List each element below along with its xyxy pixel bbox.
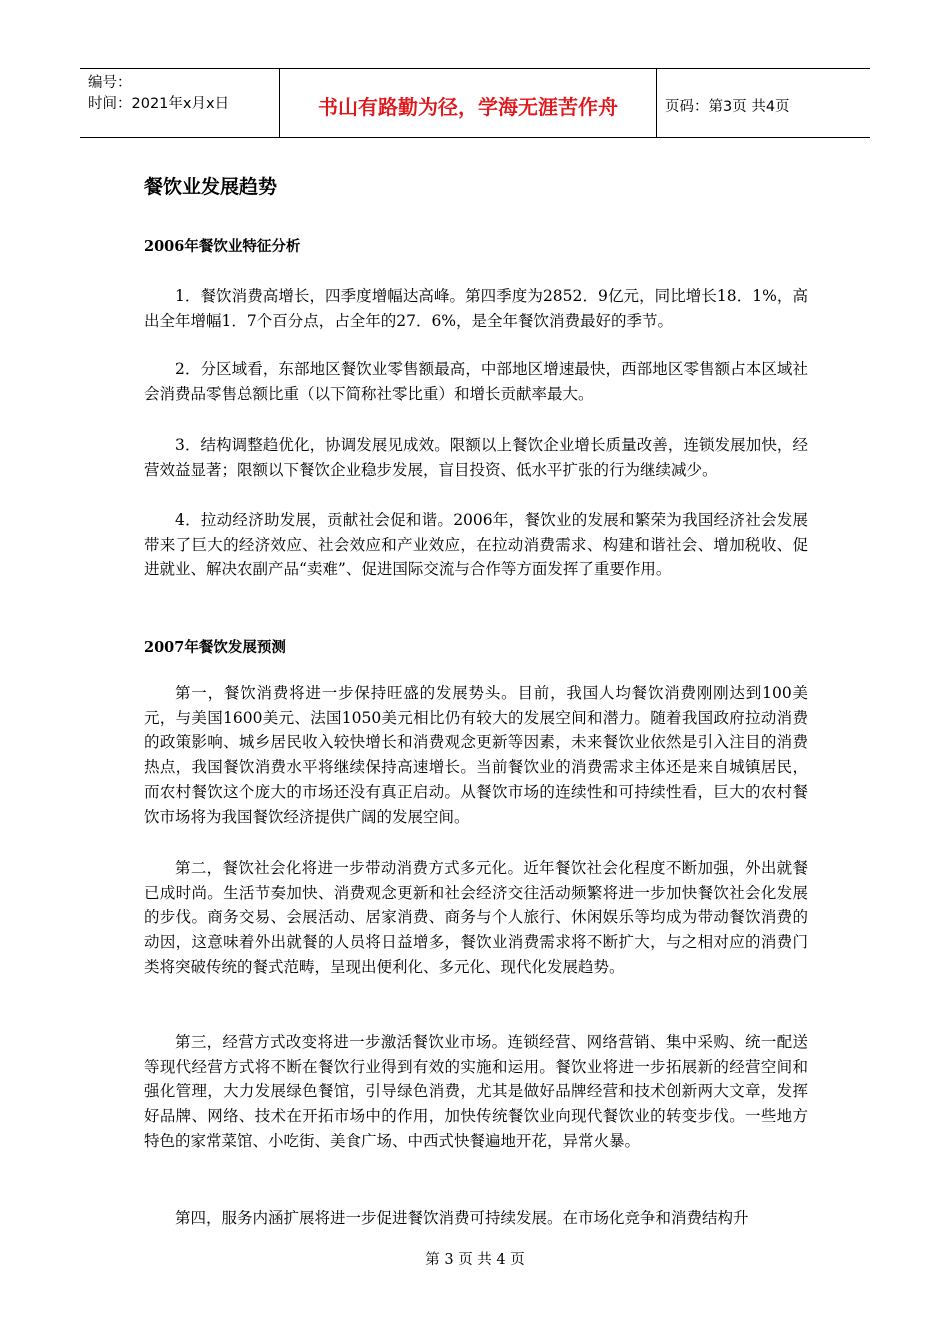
header-motto: 书山有路勤为径，学海无涯苦作舟 xyxy=(280,69,657,137)
document-date-label: 时间：2021年x月x日 xyxy=(88,96,230,112)
paragraph: 第一，餐饮消费将进一步保持旺盛的发展势头。目前，我国人均餐饮消费刚刚达到100美元，与美国1600美元、法国1050美元相比仍有较大的发展空间和潜力。随着我国政府拉动消费的政策影响、城乡居民收入较快增长和消费观念更新等因素，未来餐饮业依然是引入注目的消费热点，我国餐饮消费水平将继续保持高速增长。当前餐饮业的消费需求主体还是来自城镇居民，而农村餐饮这个庞大的市场还没有真正启动。从餐饮市场的连续性和可持续性看，巨大的农村餐饮市场将为我国餐饮经济提供广阔的发展空间。 xyxy=(144,684,808,826)
paragraph: 1．餐饮消费高增长，四季度增幅达高峰。第四季度为2852．9亿元，同比增长18．1%，高出全年增幅1．7个百分点，占全年的27．6%，是全年餐饮消费最好的季节。 xyxy=(144,287,808,330)
paragraph: 2．分区域看，东部地区餐饮业零售额最高，中部地区增速最快，西部地区零售额占本区域社会消费品零售总额比重（以下简称社零比重）和增长贡献率最大。 xyxy=(144,360,808,403)
page-title: 餐饮业发展趋势 xyxy=(144,176,278,198)
paragraph: 3．结构调整趋优化，协调发展见成效。限额以上餐饮企业增长质量改善，连锁发展加快，经营效益显著；限额以下餐饮企业稳步发展，盲目投资、低水平扩张的行为继续减少。 xyxy=(144,436,808,479)
header-page-label: 页码：第3页 共4页 xyxy=(665,98,790,115)
page-footer: 第 3 页 共 4 页 xyxy=(425,1252,525,1268)
paragraph: 4．拉动经济助发展，贡献社会促和谐。2006年，餐饮业的发展和繁荣为我国经济社会发展带来了巨大的经济效应、社会效应和产业效应，在拉动消费需求、构建和谐社会、增加税收、促进就业、解决农副产品“卖难”、促进国际交流与合作等方面发挥了重要作用。 xyxy=(144,511,808,579)
paragraph: 第二，餐饮社会化将进一步带动消费方式多元化。近年餐饮社会化程度不断加强，外出就餐已成时尚。生活节奏加快、消费观念更新和社会经济交往活动频繁将进一步加快餐饮社会化发展的步伐。商务交易、会展活动、居家消费、商务与个人旅行、休闲娱乐等均成为带动餐饮消费的动因，这意味着外出就餐的人员将日益增多，餐饮业消费需求将不断扩大，与之相对应的消费门类将突破传统的餐式范畴，呈现出便利化、多元化、现代化发展趋势。 xyxy=(144,859,808,976)
section-heading-2007: 2007年餐饮发展预测 xyxy=(144,639,286,656)
paragraph: 第三，经营方式改变将进一步激活餐饮业市场。连锁经营、网络营销、集中采购、统一配送等现代经营方式将不断在餐饮行业得到有效的实施和运用。餐饮业将进一步拓展新的经营空间和强化管理，大力发展绿色餐馆，引导绿色消费，尤其是做好品牌经营和技术创新两大文章，发挥好品牌、网络、技术在开拓市场中的作用，加快传统餐饮业向现代餐饮业的转变步伐。一些地方特色的家常菜馆、小吃街、美食广场、中西式快餐遍地开花，异常火暴。 xyxy=(144,1033,808,1150)
header-info-cell xyxy=(80,69,280,137)
paragraph: 第四，服务内涵扩展将进一步促进餐饮消费可持续发展。在市场化竞争和消费结构升 xyxy=(175,1209,749,1227)
section-heading-2006: 2006年餐饮业特征分析 xyxy=(144,238,301,255)
page-header xyxy=(80,68,870,138)
document-number-label: 编号： xyxy=(88,75,132,91)
